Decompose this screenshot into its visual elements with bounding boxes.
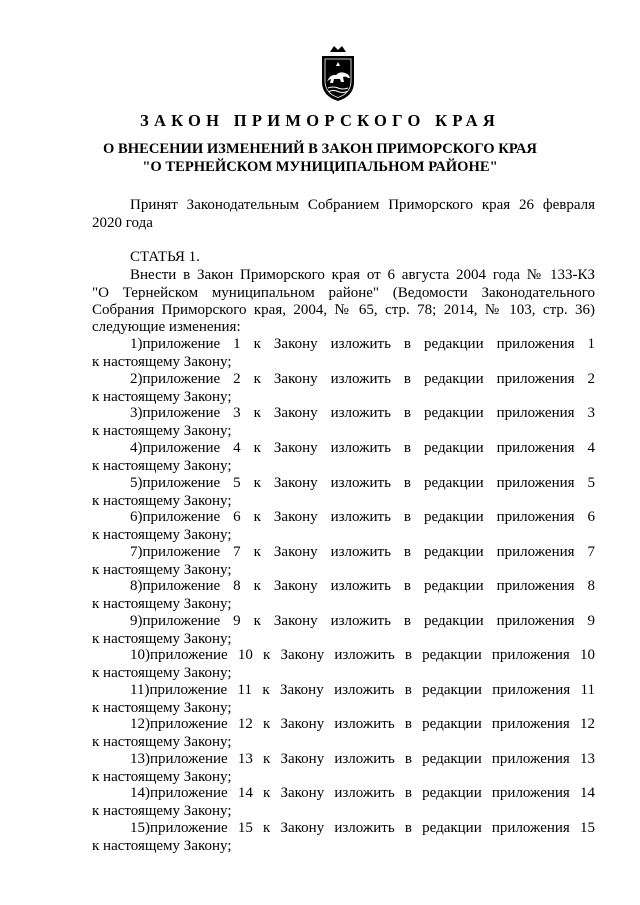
list-item-line-1: 11)приложение 11 к Закону изложить в редакции приложения 11	[130, 682, 595, 698]
list-item-line-1: 6)приложение 6 к Закону изложить в редакции приложения 6	[130, 509, 595, 525]
adopted-line-1: Принят Законодательным Собранием Приморского края 26 февраля	[130, 197, 595, 213]
list-item-line-2: к настоящему Закону;	[92, 803, 232, 819]
list-item-line-1: 8)приложение 8 к Закону изложить в редакции приложения 8	[130, 578, 595, 594]
intro-line-2: "О Тернейском муниципальном районе" (Ведомости Законодательного	[92, 285, 595, 301]
list-item-line-1: 14)приложение 14 к Закону изложить в редакции приложения 14	[130, 785, 595, 801]
list-item-line-2: к настоящему Закону;	[92, 423, 232, 439]
list-item-line-1: 2)приложение 2 к Закону изложить в редакции приложения 2	[130, 371, 595, 387]
adopted-line-2: 2020 года	[92, 215, 153, 231]
list-item-line-1: 12)приложение 12 к Закону изложить в редакции приложения 12	[130, 716, 595, 732]
list-item-line-1: 4)приложение 4 к Закону изложить в редакции приложения 4	[130, 440, 595, 456]
list-item-line-2: к настоящему Закону;	[92, 527, 232, 543]
coat-of-arms-emblem	[318, 44, 358, 102]
list-item-line-2: к настоящему Закону;	[92, 838, 232, 854]
intro-line-3: Собрания Приморского края, 2004, № 65, стр. 78; 2014, № 103, стр. 36)	[92, 302, 595, 318]
list-item-line-1: 3)приложение 3 к Закону изложить в редакции приложения 3	[130, 405, 595, 421]
intro-line-1: Внести в Закон Приморского края от 6 августа 2004 года № 133-КЗ	[130, 267, 595, 283]
article-heading: СТАТЬЯ 1.	[130, 249, 200, 265]
list-item-line-2: к настоящему Закону;	[92, 458, 232, 474]
law-title: ЗАКОН ПРИМОРСКОГО КРАЯ	[139, 111, 501, 130]
list-item-line-2: к настоящему Закону;	[92, 354, 232, 370]
list-item-line-1: 15)приложение 15 к Закону изложить в редакции приложения 15	[130, 820, 595, 836]
list-item-line-2: к настоящему Закону;	[92, 734, 232, 750]
list-item-line-2: к настоящему Закону;	[92, 700, 232, 716]
law-subtitle-line-2: "О ТЕРНЕЙСКОМ МУНИЦИПАЛЬНОМ РАЙОНЕ"	[142, 159, 498, 175]
list-item-line-1: 5)приложение 5 к Закону изложить в редакции приложения 5	[130, 475, 595, 491]
list-item-line-2: к настоящему Закону;	[92, 493, 232, 509]
list-item-line-1: 10)приложение 10 к Закону изложить в редакции приложения 10	[130, 647, 595, 663]
law-subtitle-line-1: О ВНЕСЕНИИ ИЗМЕНЕНИЙ В ЗАКОН ПРИМОРСКОГО КРАЯ	[103, 141, 537, 157]
list-item-line-2: к настоящему Закону;	[92, 631, 232, 647]
list-item-line-2: к настоящему Закону;	[92, 389, 232, 405]
list-item-line-1: 1)приложение 1 к Закону изложить в редакции приложения 1	[130, 336, 595, 352]
list-item-line-1: 7)приложение 7 к Закону изложить в редакции приложения 7	[130, 544, 595, 560]
list-item-line-2: к настоящему Закону;	[92, 665, 232, 681]
list-item-line-1: 9)приложение 9 к Закону изложить в редакции приложения 9	[130, 613, 595, 629]
list-item-line-1: 13)приложение 13 к Закону изложить в редакции приложения 13	[130, 751, 595, 767]
intro-line-4: следующие изменения:	[92, 319, 241, 335]
list-item-line-2: к настоящему Закону;	[92, 596, 232, 612]
list-item-line-2: к настоящему Закону;	[92, 769, 232, 785]
list-item-line-2: к настоящему Закону;	[92, 562, 232, 578]
